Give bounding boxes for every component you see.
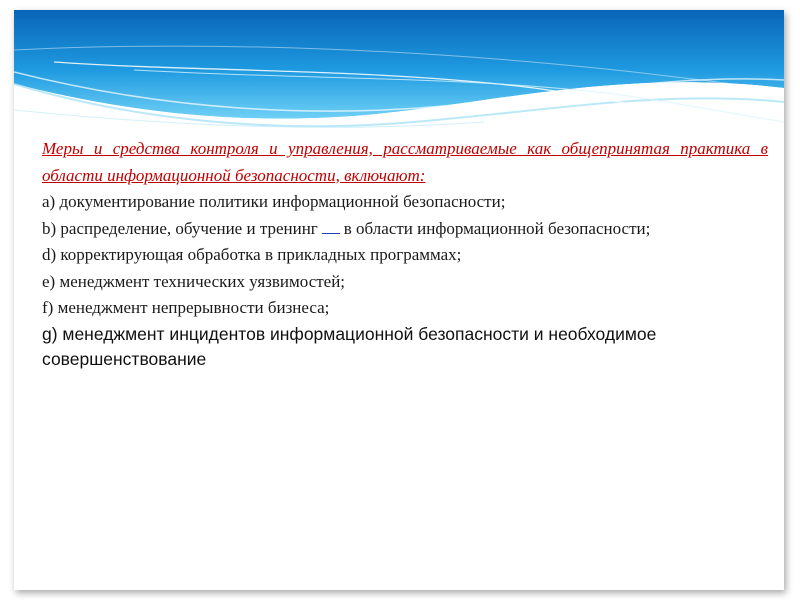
- slide-content: [42, 136, 768, 372]
- list-item-g: g) менеджмент инцидентов информационной безопасности и необходимое совершенствование: [42, 323, 657, 369]
- list-item-b-end: в области информационной безопасности;: [343, 218, 651, 238]
- list-item-b: [42, 216, 768, 243]
- list-item-d: d) корректирующая обработка в прикладных программах;: [42, 245, 462, 264]
- list-item-f: f) менеджмент непрерывности бизнеса;: [42, 298, 330, 317]
- heading: Меры и средства контроля и управления, рассматриваемые как общепринятая практика в области информационной безопасности, включают:: [42, 139, 768, 185]
- hyperlink-placeholder[interactable]: [322, 217, 340, 234]
- list-item-a: a) документирование политики информационной безопасности;: [42, 192, 506, 211]
- slide: [14, 10, 784, 590]
- header-banner: [14, 10, 784, 140]
- list-item-e: e) менеджмент технических уязвимостей;: [42, 271, 346, 291]
- list-item-b-start: b) распределение, обучение и тренинг: [42, 218, 318, 238]
